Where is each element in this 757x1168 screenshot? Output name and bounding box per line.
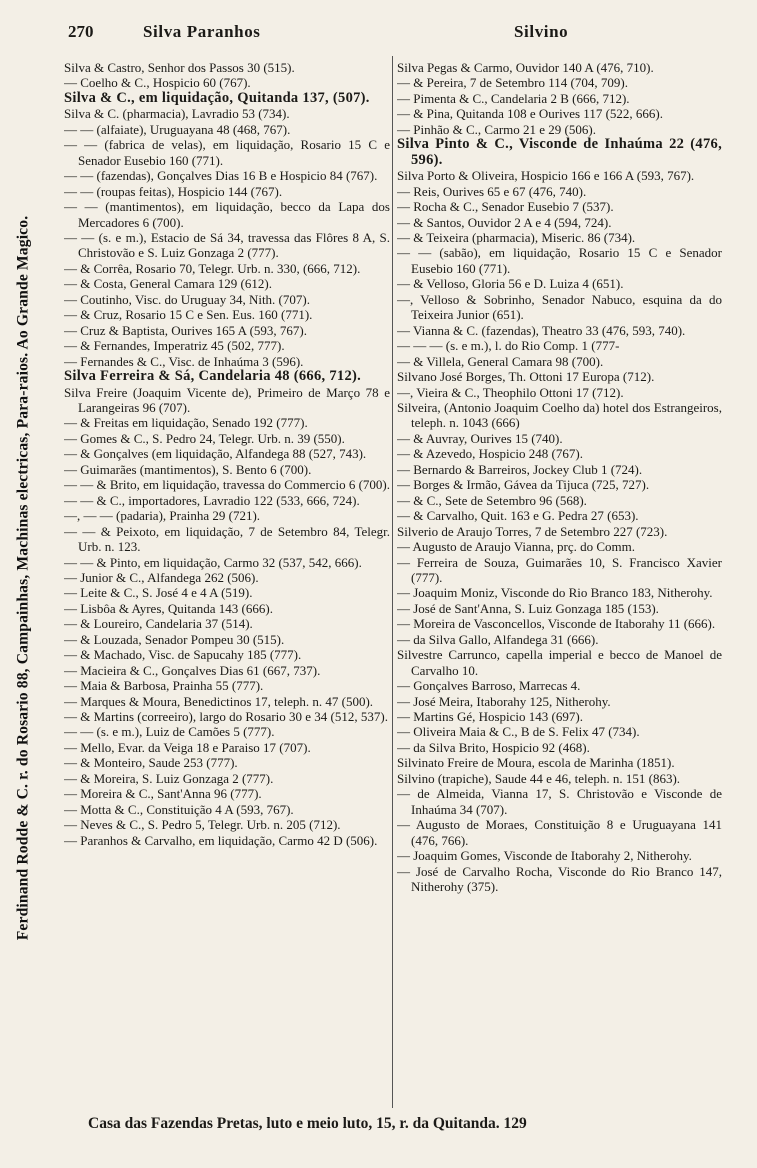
directory-entry: — Guimarães (mantimentos), S. Bento 6 (700). xyxy=(64,461,312,477)
directory-entry: — Leite & C., S. José 4 e 4 A (519). xyxy=(64,585,253,601)
directory-entry: — Oliveira Maia & C., B de S. Felix 47 (734). xyxy=(397,724,640,740)
directory-entry: — — (roupas feitas), Hospicio 144 (767). xyxy=(64,183,283,199)
directory-entry: — & Freitas em liquidação, Senado 192 (777). xyxy=(64,415,308,431)
directory-entry: — Paranhos & Carvalho, em liquidação, Carmo 42 D (506). xyxy=(64,832,378,848)
directory-entry: — — & Brito, em liquidação, travessa do Commercio 6 (700). xyxy=(64,477,390,493)
directory-entry: — — & C., importadores, Lavradio 122 (533, 666, 724). xyxy=(64,492,360,508)
directory-entry: — José Meira, Itaborahy 125, Nitherohy. xyxy=(397,693,611,709)
directory-entry: — & Gonçalves (em liquidação, Alfandega 88 (527, 743). xyxy=(64,446,367,462)
directory-entry: — & Louzada, Senador Pompeu 30 (515). xyxy=(64,631,285,647)
directory-entry: — & Pereira, 7 de Setembro 114 (704, 709). xyxy=(397,75,628,91)
page-number: 270 xyxy=(68,22,94,41)
footer-advertisement: Casa das Fazendas Pretas, luto e meio luto, 15, r. da Quitanda. 129 xyxy=(88,1115,527,1132)
directory-entry: — Lisbôa & Ayres, Quitanda 143 (666). xyxy=(64,600,273,616)
directory-entry: Silva Pinto & C., Visconde de Inhaúma 22 (476, 596). xyxy=(397,136,722,168)
directory-entry: — Marques & Moura, Benedictinos 17, teleph. n. 47 (500). xyxy=(64,693,374,709)
directory-entry: Silva & Castro, Senhor dos Passos 30 (515). xyxy=(64,60,295,75)
directory-entry: — — & Pinto, em liquidação, Carmo 32 (537, 542, 666). xyxy=(64,554,362,570)
directory-entry: — Moreira & C., Sant'Anna 96 (777). xyxy=(64,786,262,802)
directory-entry: Silva Porto & Oliveira, Hospicio 166 e 166 A (593, 767). xyxy=(397,168,695,184)
directory-entry: —, Vieira & C., Theophilo Ottoni 17 (712). xyxy=(397,384,624,400)
directory-entry: — Augusto de Moraes, Constituição 8 e Uruguayana 141 (476, 766). xyxy=(397,817,722,848)
directory-entry: — Rocha & C., Senador Eusebio 7 (537). xyxy=(397,199,614,215)
directory-entry: — José de Carvalho Rocha, Visconde do Rio Branco 147, Nitherohy (375). xyxy=(397,863,722,895)
directory-entry: Silva Freire (Joaquim Vicente de), Primeiro de Março 78 e Larangeiras 96 (707). xyxy=(64,384,390,415)
directory-entry: —, — — (padaria), Prainha 29 (721). xyxy=(64,508,261,524)
side-advertisement-text: Ferdinand Rodde & C. r. do Rosario 88, Campainhas, Machinas electricas, Para-raios. Ao Grande Magico. xyxy=(14,215,31,940)
directory-entry: — da Silva Gallo, Alfandega 31 (666). xyxy=(397,631,599,647)
directory-entry: — — — (s. e m.), l. do Rio Comp. 1 (777- xyxy=(397,338,620,354)
directory-entry: — José de Sant'Anna, S. Luiz Gonzaga 185 (153). xyxy=(397,600,659,616)
directory-entry: — Neves & C., S. Pedro 5, Telegr. Urb. n. 205 (712). xyxy=(64,817,341,833)
directory-entry: — — (s. e m.), Luiz de Camões 5 (777). xyxy=(64,724,275,740)
directory-entry: — & Pina, Quitanda 108 e Ourives 117 (522, 666). xyxy=(397,106,663,122)
directory-entry: — Gomes & C., S. Pedro 24, Telegr. Urb. n. 39 (550). xyxy=(64,430,345,446)
directory-entry: — Coelho & C., Hospicio 60 (767). xyxy=(64,75,251,91)
directory-entry: — & Loureiro, Candelaria 37 (514). xyxy=(64,616,253,632)
directory-entry: — & Machado, Visc. de Sapucahy 185 (777). xyxy=(64,647,302,663)
directory-entry: — Martins Gé, Hospicio 143 (697). xyxy=(397,709,583,725)
directory-entry: Silvestre Carrunco, capella imperial e becco de Manoel de Carvalho 10. xyxy=(397,647,722,678)
directory-entry: — & Villela, General Camara 98 (700). xyxy=(397,353,604,369)
directory-entry: — Joaquim Moniz, Visconde do Rio Branco 183, Nitherohy. xyxy=(397,585,713,601)
directory-entry: — & Corrêa, Rosario 70, Telegr. Urb. n. 330, (666, 712). xyxy=(64,260,361,276)
directory-entry: — Coutinho, Visc. do Uruguay 34, Nith. (707). xyxy=(64,291,310,307)
directory-entry: — Cruz & Baptista, Ourives 165 A (593, 767). xyxy=(64,322,308,338)
right-running-head: Silvino xyxy=(514,22,569,41)
side-advertisement xyxy=(2,40,44,1115)
directory-entry: — & Fernandes, Imperatriz 45 (502, 777). xyxy=(64,338,285,354)
directory-entry: — & Martins (correeiro), largo do Rosario 30 e 34 (512, 537). xyxy=(64,709,388,725)
directory-entry: — & Monteiro, Saude 253 (777). xyxy=(64,755,238,771)
directory-entry: — & Carvalho, Quit. 163 e G. Pedra 27 (653). xyxy=(397,508,639,524)
directory-entry: Silverio de Araujo Torres, 7 de Setembro 227 (723). xyxy=(397,523,668,539)
directory-entry: — — (fabrica de velas), em liquidação, Rosario 15 C e Senador Eusebio 160 (771). xyxy=(64,137,390,168)
directory-entry: — Joaquim Gomes, Visconde de Itaborahy 2, Nitherohy. xyxy=(397,848,692,864)
directory-entry: — — (s. e m.), Estacio de Sá 34, travessa das Flôres 8 A, S. Christovão e S. Luiz Gonzaga 2 (777). xyxy=(64,229,390,261)
directory-entry: — Augusto de Araujo Vianna, prç. do Comm. xyxy=(397,539,636,555)
directory-entry: — & Cruz, Rosario 15 C e Sen. Eus. 160 (771). xyxy=(64,307,313,323)
directory-entry: — Ferreira de Souza, Guimarães 10, S. Francisco Xavier (777). xyxy=(397,554,722,585)
directory-entry: — — (sabão), em liquidação, Rosario 15 C e Senador Eusebio 160 (771). xyxy=(397,245,722,276)
directory-entry: — & Santos, Ouvidor 2 A e 4 (594, 724). xyxy=(397,214,612,230)
directory-entry: — Maia & Barbosa, Prainha 55 (777). xyxy=(64,678,264,694)
directory-entry: — Mello, Evar. da Veiga 18 e Paraiso 17 (707). xyxy=(64,739,311,755)
directory-entry: Silva & C. (pharmacia), Lavradio 53 (734). xyxy=(64,106,290,122)
column-divider xyxy=(392,56,393,1108)
directory-entry: Silvinato Freire de Moura, escola de Marinha (1851). xyxy=(397,755,675,771)
directory-entry: — Vianna & C. (fazendas), Theatro 33 (476, 593, 740). xyxy=(397,322,686,338)
directory-entry: — & Velloso, Gloria 56 e D. Luiza 4 (651). xyxy=(397,276,624,292)
directory-entry: — & C., Sete de Setembro 96 (568). xyxy=(397,492,587,508)
directory-entry: — & Auvray, Ourives 15 (740). xyxy=(397,430,563,446)
directory-entry: — — (fazendas), Gonçalves Dias 16 B e Hospicio 84 (767). xyxy=(64,168,378,184)
directory-entry: — Borges & Irmão, Gávea da Tijuca (725, 727). xyxy=(397,477,650,493)
directory-entry: — & Azevedo, Hospicio 248 (767). xyxy=(397,446,583,462)
left-column xyxy=(64,60,390,1112)
directory-entry: — Gonçalves Barroso, Marrecas 4. xyxy=(397,678,581,694)
directory-entry: — Pimenta & C., Candelaria 2 B (666, 712). xyxy=(397,90,630,106)
directory-entry: Silva Pegas & Carmo, Ouvidor 140 A (476, 710). xyxy=(397,60,654,75)
directory-entry: — — (mantimentos), em liquidação, becco da Lapa dos Mercadores 6 (700). xyxy=(64,199,390,230)
directory-entry: — de Almeida, Vianna 17, S. Christovão e Visconde de Inhaúma 34 (707). xyxy=(397,786,722,817)
directory-entry: — — (alfaiate), Uruguayana 48 (468, 767). xyxy=(64,121,291,137)
directory-entry: — Moreira de Vasconcellos, Visconde de Itaborahy 11 (666). xyxy=(397,616,716,632)
directory-entry: — Bernardo & Barreiros, Jockey Club 1 (724). xyxy=(397,461,643,477)
directory-entry: Silva & C., em liquidação, Quitanda 137, (507). xyxy=(64,89,370,106)
directory-entry: — Motta & C., Constituição 4 A (593, 767). xyxy=(64,801,294,817)
directory-entry: — — & Peixoto, em liquidação, 7 de Setembro 84, Telegr. Urb. n. 123. xyxy=(64,523,390,555)
directory-entry: —, Velloso & Sobrinho, Senador Nabuco, esquina da do Teixeira Junior (651). xyxy=(397,291,722,323)
directory-entry: Silveira, (Antonio Joaquim Coelho da) hotel dos Estrangeiros, teleph. n. 1043 (666) xyxy=(397,399,722,431)
directory-entry: — Reis, Ourives 65 e 67 (476, 740). xyxy=(397,183,587,199)
directory-entry: — & Costa, General Camara 129 (612). xyxy=(64,276,272,292)
left-running-head: Silva Paranhos xyxy=(143,22,261,41)
directory-entry: — & Teixeira (pharmacia), Miseric. 86 (734). xyxy=(397,229,636,245)
directory-entry: — Macieira & C., Gonçalves Dias 61 (667, 737). xyxy=(64,662,321,678)
directory-entry: — Junior & C., Alfandega 262 (506). xyxy=(64,569,259,585)
directory-entry: Silvano José Borges, Th. Ottoni 17 Europa (712). xyxy=(397,369,655,385)
page-header xyxy=(68,22,720,44)
directory-entry: — Pinhão & C., Carmo 21 e 29 (506). xyxy=(397,121,596,137)
directory-entry: Silva Ferreira & Sá, Candelaria 48 (666, 712). xyxy=(64,368,362,385)
directory-entry: — da Silva Brito, Hospicio 92 (468). xyxy=(397,739,590,755)
right-column xyxy=(397,60,722,1112)
directory-entry: Silvino (trapiche), Saude 44 e 46, teleph. n. 151 (863). xyxy=(397,770,681,786)
directory-entry: — Fernandes & C., Visc. de Inhaúma 3 (596). xyxy=(64,353,304,369)
directory-entry: — & Moreira, S. Luiz Gonzaga 2 (777). xyxy=(64,770,274,786)
